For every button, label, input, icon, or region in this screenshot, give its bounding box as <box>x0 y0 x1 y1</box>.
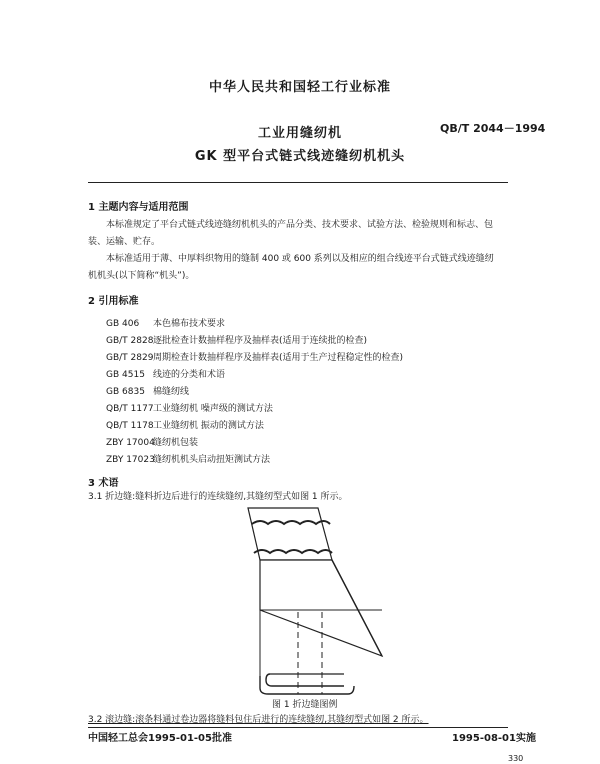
reference-title: 本色棉布技术要求 <box>153 319 226 329</box>
reference-code: QB/T 1177 <box>106 404 154 414</box>
term-3-2: 3.2 滚边缝:滚条料通过卷边器将缝料包住后进行的连续缝纫,其缝纫型式如图 2 所示。 <box>88 715 429 725</box>
reference-code: GB/T 2828 <box>106 336 154 346</box>
reference-item <box>106 333 367 346</box>
reference-title: 工业缝纫机 噪声级的测试方法 <box>153 404 273 414</box>
reference-title: 棉缝纫线 <box>153 387 190 397</box>
reference-title: 周期检查计数抽样程序及抽样表(适用于生产过程稳定性的检查) <box>153 353 404 363</box>
doc-title-line2: GK 型平台式链式线迹缝纫机机头 <box>194 149 406 164</box>
figure-hem-loop-inner <box>266 674 344 686</box>
reference-item <box>106 435 198 448</box>
doc-title-line1: 工业用缝纫机 <box>257 126 342 141</box>
figure-lower-layer <box>260 560 382 656</box>
approval-text: 中国轻工总会1995-01-05批准 <box>88 733 232 744</box>
footer-rule <box>88 727 508 728</box>
section-1-para2-line2: 机机头(以下简称“机头”)。 <box>88 271 195 281</box>
reference-item <box>106 401 273 414</box>
reference-item <box>106 384 189 397</box>
page-number: 330 <box>508 754 524 763</box>
figure-hem-loop-outer <box>260 676 354 694</box>
reference-item <box>106 452 270 465</box>
reference-title: 工业缝纫机 振动的测试方法 <box>153 421 264 431</box>
reference-code: GB 4515 <box>106 370 145 380</box>
section-1-para1-line2: 装、运输、贮存。 <box>88 237 161 247</box>
section-1-para2-line1: 本标准适用于薄、中厚料织物用的缝制 400 或 600 系列以及相应的组合线迹平台式链式线迹缝纫 <box>106 254 494 264</box>
reference-title: 线迹的分类和术语 <box>153 370 226 380</box>
reference-title: 缝纫机机头启动扭矩测试方法 <box>153 455 271 465</box>
standard-number: QB/T 2044－1994 <box>440 122 546 135</box>
section-1-para1-line1: 本标准规定了平台式链式线迹缝纫机机头的产品分类、技术要求、试验方法、检验规则和标志、包 <box>106 220 494 230</box>
org-title: 中华人民共和国轻工行业标准 <box>208 80 391 95</box>
reference-code: GB 406 <box>106 319 140 329</box>
reference-item <box>106 367 225 380</box>
reference-code: ZBY 17004 <box>106 438 155 448</box>
section-2-heading: 2 引用标准 <box>88 296 139 307</box>
term-3-1: 3.1 折边缝:缝料折边后进行的连续缝纫,其缝纫型式如图 1 所示。 <box>88 492 348 502</box>
hem-seam-figure <box>240 506 390 696</box>
reference-title: 逐批检查计数抽样程序及抽样表(适用于连续批的检查) <box>153 336 368 346</box>
section-3-heading: 3 术语 <box>88 478 119 489</box>
reference-code: ZBY 17023 <box>106 455 155 465</box>
reference-title: 缝纫机包装 <box>153 438 199 448</box>
reference-item <box>106 316 225 329</box>
reference-code: GB/T 2829 <box>106 353 154 363</box>
implementation-text: 1995-08-01实施 <box>452 733 536 744</box>
header-rule <box>88 182 508 183</box>
reference-code: GB 6835 <box>106 387 145 397</box>
figure-1-caption: 图 1 折边缝图例 <box>272 700 338 710</box>
reference-code: QB/T 1178 <box>106 421 154 431</box>
section-1-heading: 1 主题内容与适用范围 <box>88 202 189 213</box>
reference-item <box>106 350 403 363</box>
reference-item <box>106 418 264 431</box>
